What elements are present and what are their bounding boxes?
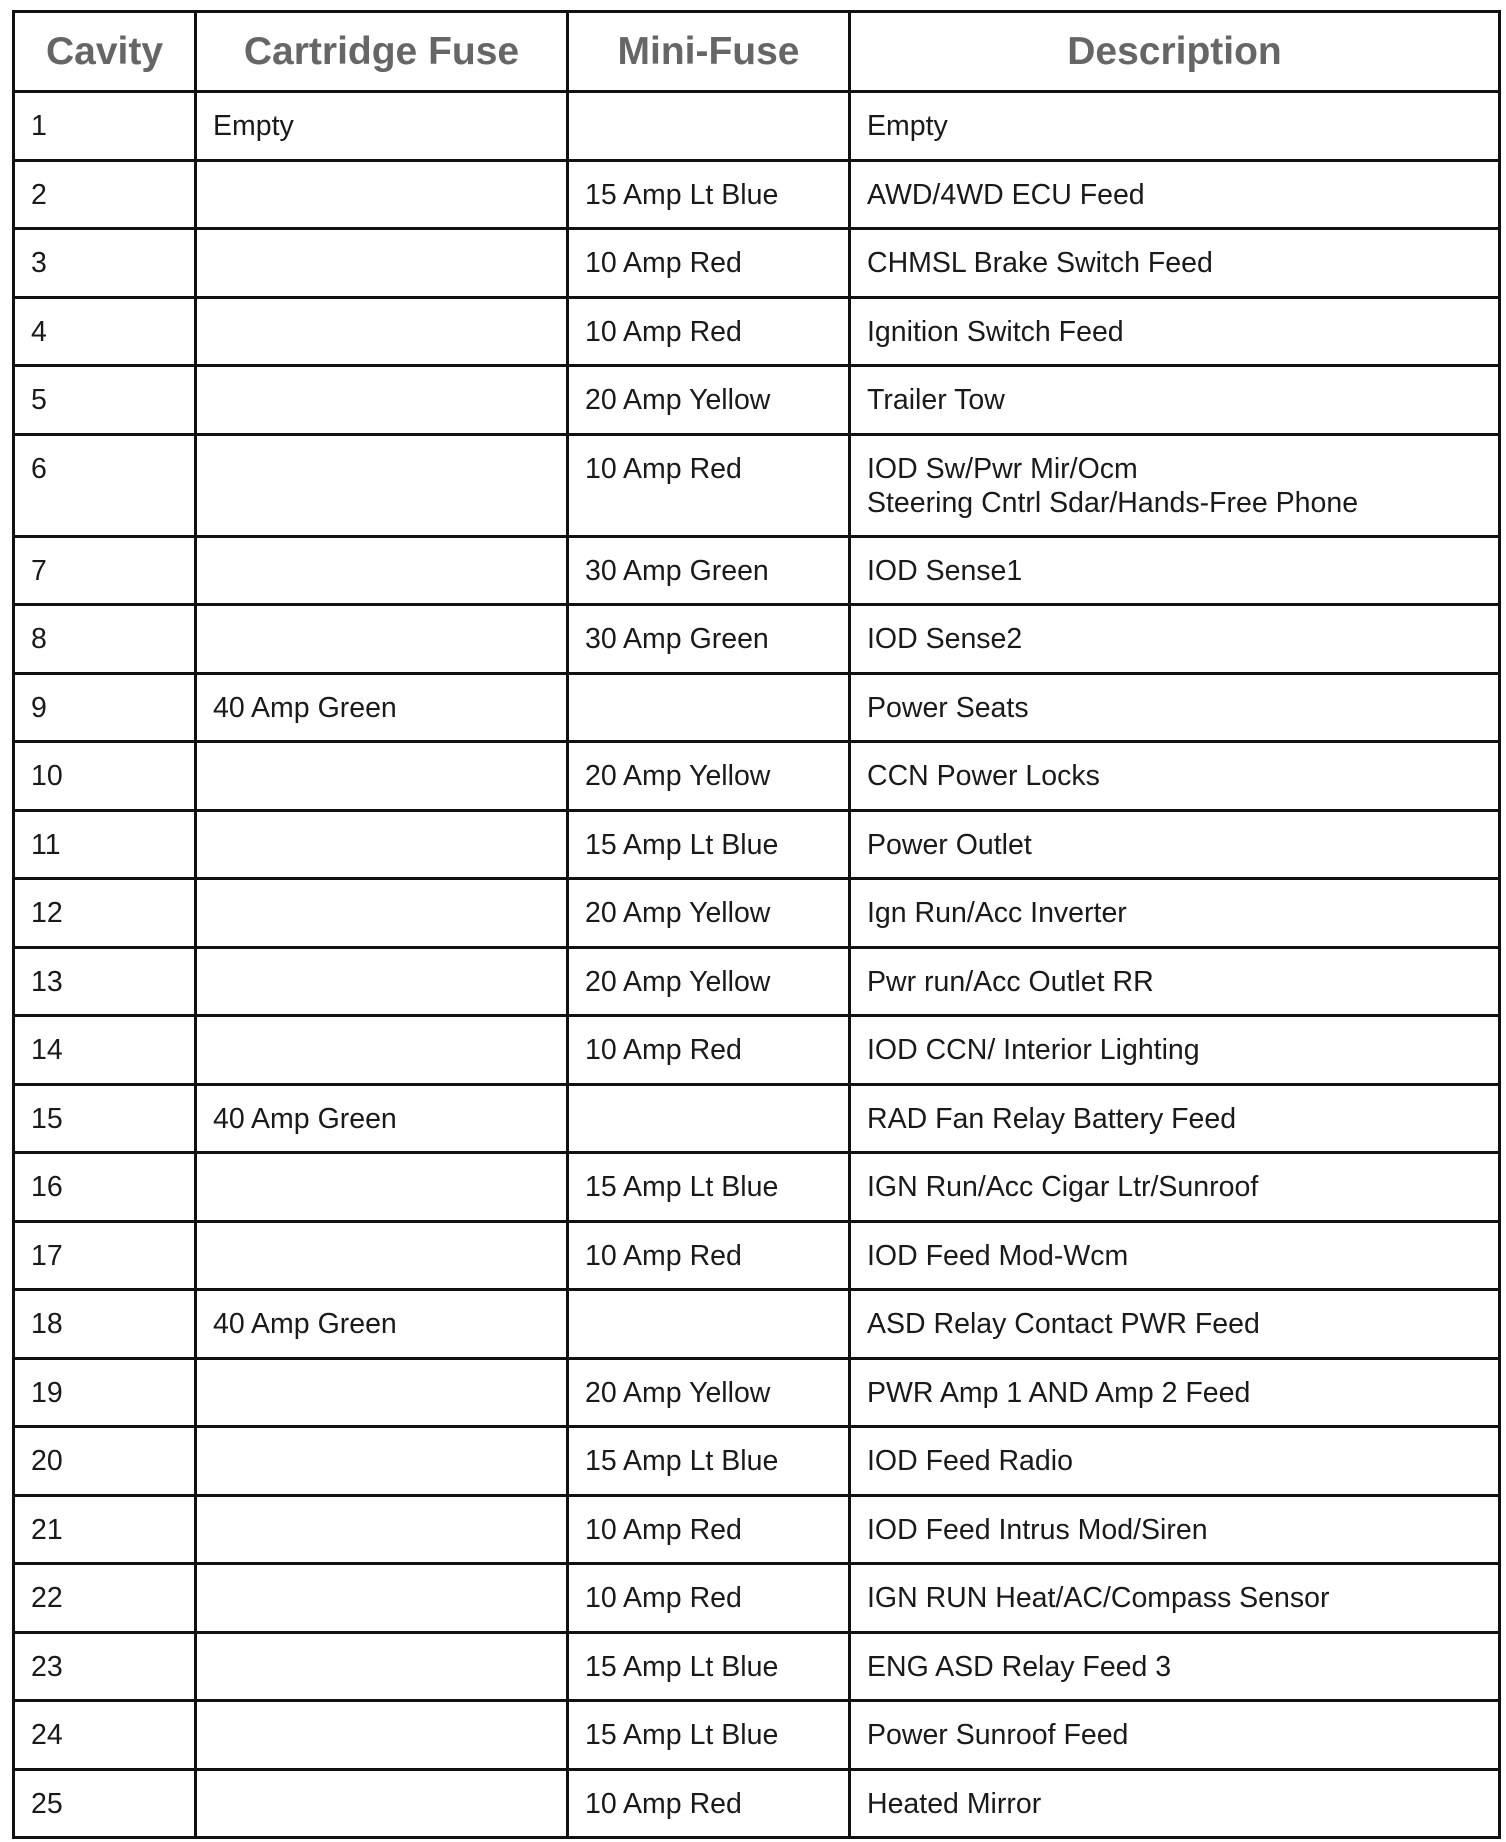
table-row	[14, 1427, 1500, 1496]
description-line: IGN RUN Heat/AC/Compass Sensor	[867, 1582, 1330, 1614]
cavity-cell: 7	[14, 536, 196, 605]
description-line: IOD Feed Mod-Wcm	[867, 1239, 1129, 1272]
mini-fuse-cell: 10 Amp Red	[568, 1016, 850, 1085]
table-row	[14, 160, 1500, 229]
cartridge-fuse-cell	[196, 742, 568, 811]
table-row	[14, 1632, 1500, 1701]
table-row	[14, 879, 1500, 948]
description-cell	[850, 1427, 1500, 1496]
description-line: IOD Sense1	[867, 554, 1023, 587]
description-line: Steering Cntrl Sdar/Hands-Free Phone	[867, 486, 1359, 519]
cavity-cell: 24	[14, 1701, 196, 1770]
description-line: IOD Sense2	[867, 623, 1023, 655]
description-line: Ign Run/Acc Inverter	[867, 897, 1127, 929]
header-cavity: Cavity	[14, 12, 196, 92]
cartridge-fuse-cell	[196, 1427, 568, 1496]
description-line: ASD Relay Contact PWR Feed	[867, 1308, 1260, 1340]
description-cell	[850, 1632, 1500, 1701]
mini-fuse-cell: 10 Amp Red	[568, 1564, 850, 1633]
table-row	[14, 605, 1500, 674]
cartridge-fuse-cell	[196, 1153, 568, 1222]
cartridge-fuse-cell	[196, 810, 568, 879]
cavity-cell: 12	[14, 879, 196, 948]
mini-fuse-cell: 10 Amp Red	[568, 229, 850, 298]
cavity-cell: 22	[14, 1564, 196, 1633]
mini-fuse-cell	[568, 1290, 850, 1359]
cavity-cell: 19	[14, 1358, 196, 1427]
cartridge-fuse-cell: 40 Amp Green	[196, 673, 568, 742]
table-body	[14, 92, 1500, 1838]
mini-fuse-cell: 20 Amp Yellow	[568, 1358, 850, 1427]
cavity-cell: 2	[14, 160, 196, 229]
cartridge-fuse-cell	[196, 434, 568, 536]
table-row	[14, 536, 1500, 605]
table-row	[14, 673, 1500, 742]
table-row	[14, 742, 1500, 811]
table-row	[14, 1290, 1500, 1359]
cartridge-fuse-cell	[196, 297, 568, 366]
cartridge-fuse-cell	[196, 1016, 568, 1085]
description-line: PWR Amp 1 AND Amp 2 Feed	[867, 1376, 1251, 1409]
description-cell	[850, 297, 1500, 366]
cartridge-fuse-cell	[196, 1769, 568, 1838]
table-row	[14, 1701, 1500, 1770]
table-row	[14, 92, 1500, 161]
description-line: Pwr run/Acc Outlet RR	[867, 965, 1154, 998]
mini-fuse-cell: 10 Amp Red	[568, 1495, 850, 1564]
mini-fuse-cell: 15 Amp Lt Blue	[568, 1427, 850, 1496]
description-line: Trailer Tow	[867, 384, 1005, 416]
table-row	[14, 1564, 1500, 1633]
header-description: Description	[850, 12, 1500, 92]
cartridge-fuse-cell: 40 Amp Green	[196, 1290, 568, 1359]
description-line: RAD Fan Relay Battery Feed	[867, 1102, 1237, 1135]
description-cell	[850, 92, 1500, 161]
description-line: CCN Power Locks	[867, 760, 1100, 792]
description-cell	[850, 1153, 1500, 1222]
cavity-cell: 17	[14, 1221, 196, 1290]
description-line: Heated Mirror	[867, 1787, 1042, 1820]
cavity-cell: 20	[14, 1427, 196, 1496]
cavity-cell: 9	[14, 673, 196, 742]
cavity-cell: 18	[14, 1290, 196, 1359]
cartridge-fuse-cell: Empty	[196, 92, 568, 161]
cavity-cell: 6	[14, 434, 196, 536]
description-line: AWD/4WD ECU Feed	[867, 178, 1145, 211]
table-row	[14, 1495, 1500, 1564]
description-line: Power Outlet	[867, 828, 1032, 861]
mini-fuse-cell: 20 Amp Yellow	[568, 366, 850, 435]
cartridge-fuse-cell	[196, 605, 568, 674]
table-row	[14, 434, 1500, 536]
description-line: Empty	[867, 110, 948, 142]
table-row	[14, 1769, 1500, 1838]
description-line: IGN Run/Acc Cigar Ltr/Sunroof	[867, 1171, 1259, 1203]
cavity-cell: 10	[14, 742, 196, 811]
table-row	[14, 1016, 1500, 1085]
cavity-cell: 4	[14, 297, 196, 366]
cavity-cell: 15	[14, 1084, 196, 1153]
mini-fuse-cell: 20 Amp Yellow	[568, 879, 850, 948]
table-row	[14, 366, 1500, 435]
mini-fuse-cell: 10 Amp Red	[568, 297, 850, 366]
description-cell	[850, 1495, 1500, 1564]
mini-fuse-cell: 15 Amp Lt Blue	[568, 1701, 850, 1770]
description-cell	[850, 879, 1500, 948]
description-line: ENG ASD Relay Feed 3	[867, 1650, 1172, 1683]
header-mini-fuse: Mini-Fuse	[568, 12, 850, 92]
description-cell	[850, 673, 1500, 742]
description-cell	[850, 1358, 1500, 1427]
mini-fuse-cell: 15 Amp Lt Blue	[568, 810, 850, 879]
table-row	[14, 1221, 1500, 1290]
fuse-table	[12, 10, 1501, 1839]
cartridge-fuse-cell	[196, 366, 568, 435]
cartridge-fuse-cell	[196, 1221, 568, 1290]
cartridge-fuse-cell	[196, 1495, 568, 1564]
cartridge-fuse-cell	[196, 160, 568, 229]
description-line: IOD Feed Intrus Mod/Siren	[867, 1513, 1208, 1546]
table-row	[14, 1153, 1500, 1222]
description-line: IOD Feed Radio	[867, 1445, 1073, 1477]
cartridge-fuse-cell	[196, 947, 568, 1016]
description-cell	[850, 160, 1500, 229]
mini-fuse-cell: 30 Amp Green	[568, 536, 850, 605]
description-cell	[850, 229, 1500, 298]
table-row	[14, 229, 1500, 298]
mini-fuse-cell: 10 Amp Red	[568, 434, 850, 536]
description-cell	[850, 1084, 1500, 1153]
cavity-cell: 25	[14, 1769, 196, 1838]
mini-fuse-cell	[568, 92, 850, 161]
description-line: Power Seats	[867, 691, 1029, 724]
cartridge-fuse-cell	[196, 1358, 568, 1427]
cartridge-fuse-cell	[196, 536, 568, 605]
cavity-cell: 5	[14, 366, 196, 435]
description-line: CHMSL Brake Switch Feed	[867, 247, 1213, 279]
cavity-cell: 1	[14, 92, 196, 161]
cartridge-fuse-cell: 40 Amp Green	[196, 1084, 568, 1153]
table-row	[14, 1084, 1500, 1153]
mini-fuse-cell: 15 Amp Lt Blue	[568, 160, 850, 229]
description-line: IOD Sw/Pwr Mir/Ocm	[867, 452, 1138, 485]
mini-fuse-cell: 10 Amp Red	[568, 1769, 850, 1838]
description-cell	[850, 366, 1500, 435]
cartridge-fuse-cell	[196, 879, 568, 948]
description-line: IOD CCN/ Interior Lighting	[867, 1034, 1200, 1066]
description-cell	[850, 1290, 1500, 1359]
mini-fuse-cell: 15 Amp Lt Blue	[568, 1153, 850, 1222]
mini-fuse-cell: 20 Amp Yellow	[568, 947, 850, 1016]
header-cartridge-fuse: Cartridge Fuse	[196, 12, 568, 92]
mini-fuse-cell: 10 Amp Red	[568, 1221, 850, 1290]
description-cell	[850, 536, 1500, 605]
description-cell	[850, 1701, 1500, 1770]
mini-fuse-cell: 20 Amp Yellow	[568, 742, 850, 811]
table-row	[14, 947, 1500, 1016]
cavity-cell: 13	[14, 947, 196, 1016]
description-cell	[850, 810, 1500, 879]
description-cell	[850, 1564, 1500, 1633]
table-row	[14, 810, 1500, 879]
cavity-cell: 3	[14, 229, 196, 298]
cavity-cell: 23	[14, 1632, 196, 1701]
cavity-cell: 11	[14, 810, 196, 879]
cartridge-fuse-cell	[196, 1564, 568, 1633]
cartridge-fuse-cell	[196, 1701, 568, 1770]
description-line: Ignition Switch Feed	[867, 315, 1124, 348]
description-cell	[850, 1221, 1500, 1290]
description-line: Power Sunroof Feed	[867, 1719, 1129, 1751]
cavity-cell: 8	[14, 605, 196, 674]
mini-fuse-cell	[568, 673, 850, 742]
mini-fuse-cell	[568, 1084, 850, 1153]
description-cell	[850, 434, 1500, 536]
header-row	[14, 12, 1500, 92]
mini-fuse-cell: 30 Amp Green	[568, 605, 850, 674]
mini-fuse-cell: 15 Amp Lt Blue	[568, 1632, 850, 1701]
cavity-cell: 21	[14, 1495, 196, 1564]
table-row	[14, 1358, 1500, 1427]
description-cell	[850, 947, 1500, 1016]
cartridge-fuse-cell	[196, 229, 568, 298]
cavity-cell: 16	[14, 1153, 196, 1222]
cartridge-fuse-cell	[196, 1632, 568, 1701]
description-cell	[850, 605, 1500, 674]
description-cell	[850, 1016, 1500, 1085]
cavity-cell: 14	[14, 1016, 196, 1085]
table-row	[14, 297, 1500, 366]
description-cell	[850, 1769, 1500, 1838]
description-cell	[850, 742, 1500, 811]
